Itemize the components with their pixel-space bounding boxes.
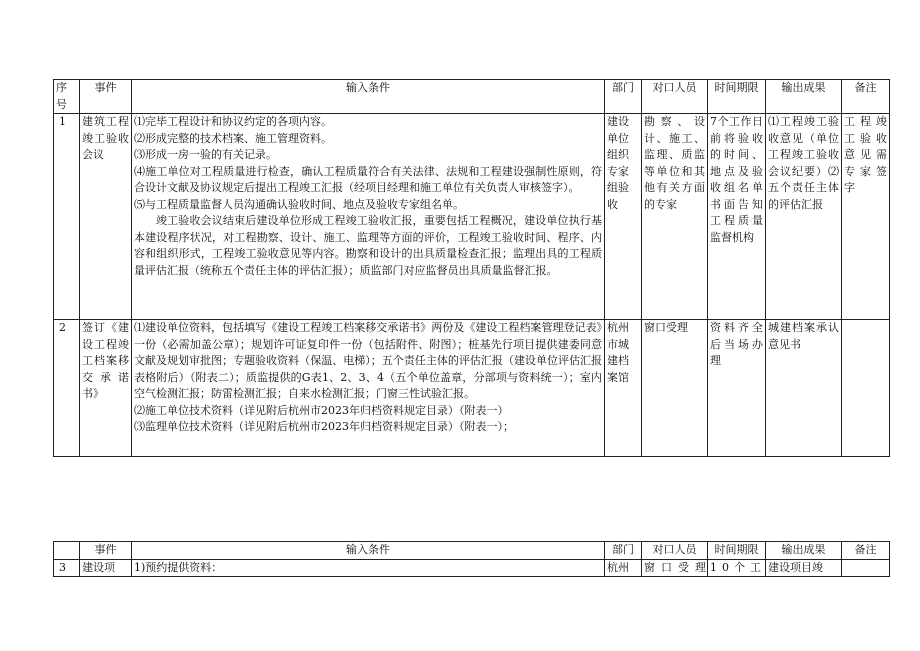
col-header-inputs: 输入条件	[132, 542, 605, 560]
contact-cell	[642, 114, 708, 320]
table-row	[54, 320, 890, 457]
inputs-cell	[132, 559, 605, 577]
col-header-remark: 备注	[842, 80, 890, 114]
deadline-text: 资料齐全后当场办理	[710, 321, 763, 367]
remark-cell	[842, 114, 890, 320]
col-header-dept: 部门	[605, 80, 642, 114]
dept-cell	[605, 320, 642, 457]
procedure-table-1	[53, 79, 890, 457]
contact-text: 勘察、设计、施工、监理、质监等单位和其他有关方面的专家	[644, 115, 705, 211]
row-number: 1	[54, 114, 80, 320]
deadline-cell	[708, 114, 766, 320]
col-header-contact: 对口人员	[642, 80, 708, 114]
col-header-output: 输出成果	[766, 80, 842, 114]
col-header-no: 序号	[54, 80, 80, 114]
table-header-row	[54, 80, 890, 114]
contact-text: 窗口受理	[644, 560, 712, 574]
input-item: ⑷施工单位对工程质量进行检查，确认工程质量符合有关法律、法规和工程建设强制性原则，符合设计文献及协议规定后提出工程竣工汇报（经项目经理和施工单位有关负责人审核签字）。	[134, 164, 602, 194]
output-cell	[766, 559, 842, 577]
event-cell	[80, 559, 132, 577]
col-header-inputs: 输入条件	[132, 80, 605, 114]
output-text: 城建档案承认意见书	[768, 321, 839, 351]
remark-cell	[842, 559, 890, 577]
input-item: ⑴完毕工程设计和协议约定的各项内容。	[134, 115, 332, 128]
row-number: 3	[54, 559, 80, 577]
output-text: ⑴工程竣工验收意见（单位工程竣工验收会议纪要）⑵五个责任主体的评估汇报	[768, 115, 839, 211]
deadline-cell	[708, 320, 766, 457]
col-header-output: 输出成果	[766, 542, 842, 560]
event-text: 建筑工程竣工验收会议	[82, 115, 129, 161]
contact-cell	[642, 320, 708, 457]
dept-text: 建设单位组织专家组验收	[607, 115, 629, 211]
contact-text: 窗口受理	[644, 321, 688, 334]
remark-cell	[842, 320, 890, 457]
col-header-deadline: 时间期限	[708, 80, 766, 114]
deadline-text: 7个工作日前将验收的时间、地点及验收组名单书面告知工程质量监督机构	[710, 115, 763, 244]
input-item: ⑸与工程质量监督人员沟通确认验收时间、地点及验收专家组名单。	[134, 197, 464, 211]
event-text: 建设项	[82, 560, 115, 574]
col-header-event: 事件	[80, 80, 132, 114]
row-number: 2	[54, 320, 80, 457]
table-row	[54, 559, 890, 577]
output-text: 建设项目竣	[768, 560, 823, 574]
inputs-cell	[132, 320, 605, 457]
dept-cell	[605, 114, 642, 320]
inputs-cell	[132, 114, 605, 320]
deadline-text: 10个工	[710, 560, 766, 574]
col-header-contact: 对口人员	[642, 542, 708, 560]
input-item: 1)预约提供资料：	[134, 560, 223, 574]
event-cell	[80, 320, 132, 457]
table-row	[54, 114, 890, 320]
dept-cell	[605, 559, 642, 577]
col-header-event: 事件	[80, 542, 132, 560]
input-item: 竣工验收会议结束后建设单位形成工程竣工验收汇报，重要包括工程概况，建设单位执行基本建设程序状况，对工程勘察、设计、施工、监理等方面的评价，工程竣工验收时间、程序、内容和组织形式，工程竣工验收意见等内容。勘察和设计的出具质量检查汇报；监理出具的工程质量评估汇报（统称五个责任主体的评估汇报）；质监部门对应监督员出具质量监督汇报。	[134, 214, 602, 277]
col-header-remark: 备注	[842, 542, 890, 560]
contact-cell	[642, 559, 712, 577]
table-header-row	[54, 542, 890, 560]
output-cell	[766, 114, 842, 320]
output-cell	[766, 320, 842, 457]
remark-text: 工程竣工验收意见需专家签字	[844, 115, 887, 194]
procedure-table-2	[53, 541, 890, 577]
col-header-dept: 部门	[605, 542, 642, 560]
input-item: ⑴建设单位资料，包括填写《建设工程竣工档案移交承诺书》两份及《建设工程档案管理登记表》一份（必需加盖公章）；规划许可证复印件一份（包括附件、附图）；桩基先行项目提供建委同意文献及规划审批图；专题验收资料（保温、电梯）；五个责任主体的评估汇报（建设单位评估汇报表格附后）（附表二）；质监提供的G表1、2、3、4（五个单位盖章，分部项与资料统一）；室内空气检测汇报；防雷检测汇报；自来水检测汇报；门窗三性试验汇报。	[134, 321, 602, 400]
event-cell	[80, 114, 132, 320]
input-item: ⑵形成完整的技术档案、施工管理资料。	[134, 131, 332, 145]
dept-text: 杭州市城建档案馆	[607, 321, 629, 384]
input-item: ⑵施工单位技术资料（详见附后杭州市2023年归档资料规定目录）（附表一）	[134, 403, 509, 417]
event-text: 签订《建设工程竣工档案移交承诺书》	[82, 321, 129, 400]
col-header-no	[54, 542, 80, 560]
dept-text: 杭州	[607, 560, 629, 574]
input-item: ⑶监理单位技术资料（详见附后杭州市2023年归档资料规定目录）（附表一）；	[134, 420, 514, 433]
deadline-cell	[708, 559, 766, 577]
input-item: ⑶形成一房一验的有关记录。	[134, 148, 277, 161]
col-header-deadline: 时间期限	[708, 542, 766, 560]
